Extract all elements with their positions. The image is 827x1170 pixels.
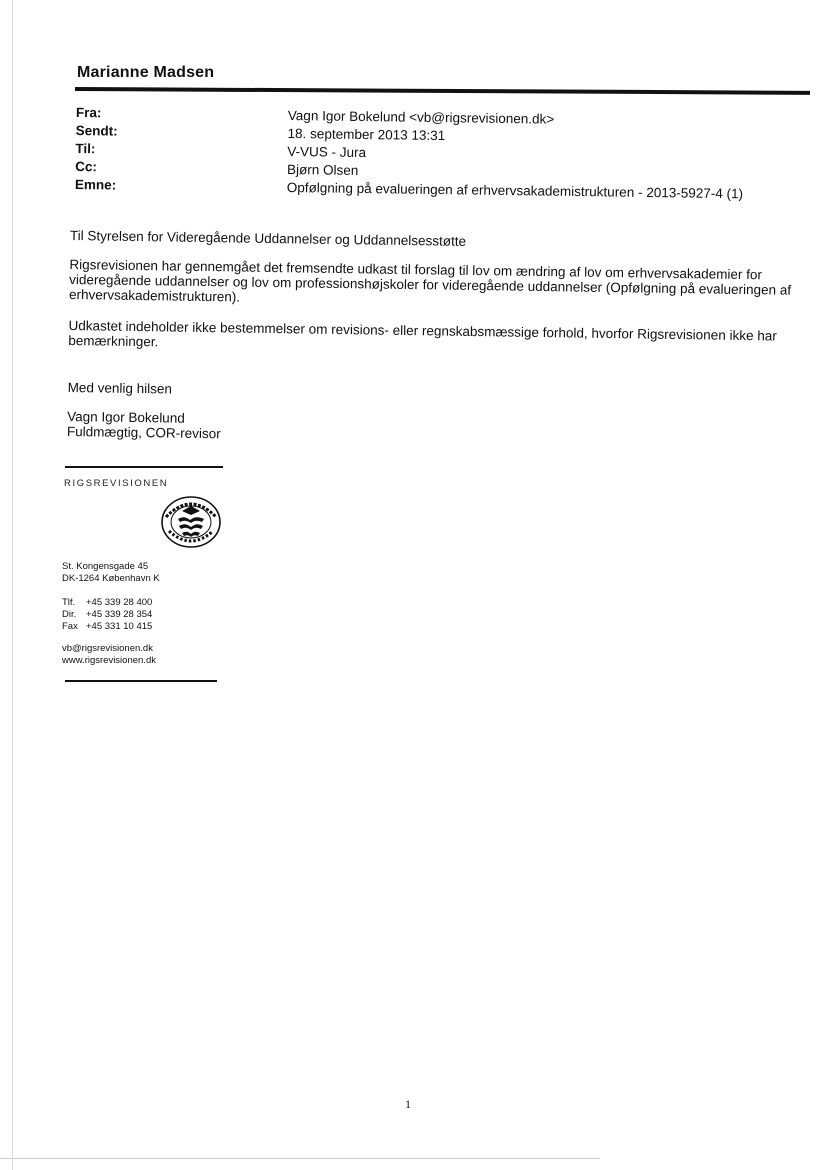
address-street: St. Kongensgade 45 — [62, 561, 149, 572]
from-label: Fra: — [75, 104, 102, 121]
fax-line — [62, 621, 152, 633]
direct-line — [62, 609, 152, 621]
from-value: Vagn Igor Bokelund <vb@rigsrevisionen.dk> — [287, 107, 555, 127]
phone-label: Tlf. — [62, 597, 76, 608]
website-url: www.rigsrevisionen.dk — [62, 655, 156, 666]
folketinget-seal-icon — [160, 495, 222, 549]
to-label: Til: — [75, 140, 96, 157]
sent-label: Sendt: — [75, 122, 118, 139]
body-paragraph-1: Rigsrevisionen har gennemgået det fremsendte udkast til forslag til lov om ændring af lov om erhvervsakademier for videregående uddannelser og lov om professionshøjskoler for videregående uddannelser (Opfølgning på evalueringen af erhvervsakademistrukturen). — [68, 256, 792, 305]
greeting: Til Styrelsen for Videregående Uddannelser og Uddannelsesstøtte — [69, 228, 467, 249]
fax-label: Fax — [62, 621, 78, 632]
email-header — [75, 104, 816, 204]
body-paragraph-2: Udkastet indeholder ikke bestemmelser om revisions- eller regnskabsmæssige forhold, hvorfor Rigsrevisionen ikke har bemærkninger. — [68, 317, 777, 350]
signature-divider-bottom — [65, 680, 217, 682]
web-block — [62, 643, 156, 667]
direct-number: +45 339 28 354 — [86, 609, 153, 620]
scan-edge-line — [0, 1158, 600, 1159]
to-value: V-VUS - Jura — [287, 143, 367, 161]
sent-value: 18. september 2013 13:31 — [287, 125, 446, 144]
organization-name: RIGSREVISIONEN — [64, 478, 169, 489]
phone-block — [62, 597, 152, 633]
cc-label: Cc: — [75, 158, 97, 175]
closing: Med venlig hilsen — [67, 379, 173, 397]
email-address: vb@rigsrevisionen.dk — [62, 643, 153, 654]
cc-value: Bjørn Olsen — [287, 161, 359, 178]
sender-name: Marianne Madsen — [77, 64, 215, 81]
page-number: 1 — [405, 1097, 411, 1111]
address-block — [62, 561, 160, 585]
subject-label: Emne: — [74, 176, 117, 193]
email-body — [67, 228, 800, 450]
subject-value: Opfølgning på evalueringen af erhvervsakademistrukturen - 2013-5927-4 (1) — [286, 179, 744, 202]
scan-edge-line — [12, 0, 13, 1170]
signature-divider-top — [65, 466, 223, 468]
address-city: DK-1264 København K — [62, 573, 160, 584]
header-divider — [75, 87, 810, 95]
fax-number: +45 331 10 415 — [86, 621, 153, 632]
signer-name: Vagn Igor Bokelund — [67, 408, 185, 426]
direct-label: Dir. — [62, 609, 77, 620]
phone-number: +45 339 28 400 — [86, 597, 153, 608]
phone-line — [62, 597, 152, 609]
signer-title: Fuldmægtig, COR-revisor — [66, 423, 221, 442]
